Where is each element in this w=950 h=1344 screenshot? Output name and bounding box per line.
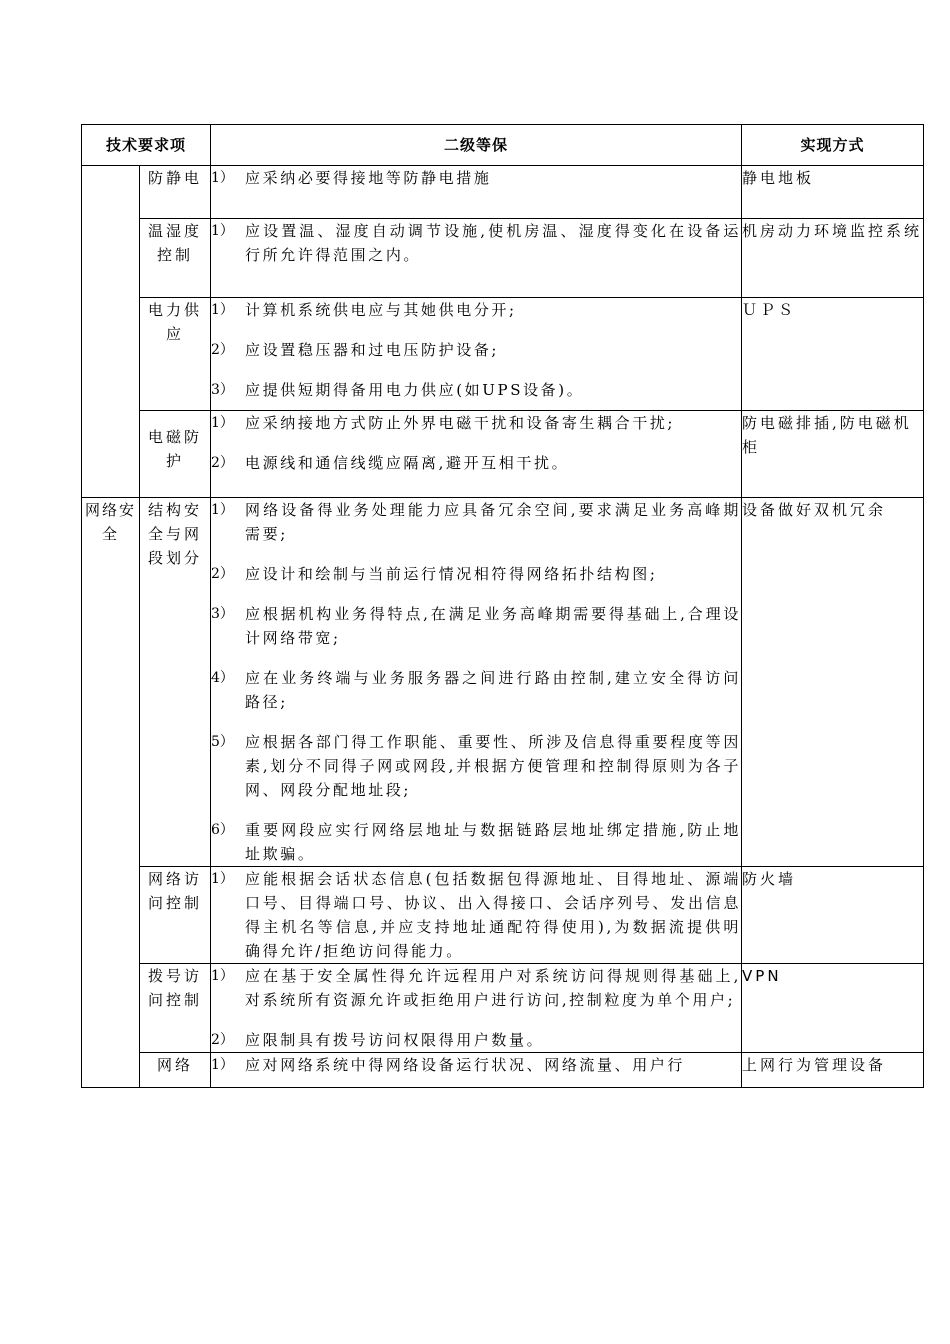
impl-humidity: 机房动力环境监控系统 <box>742 219 924 298</box>
list-item: 2） 应设置稳压器和过电压防护设备; <box>211 341 500 359</box>
category-cell-physical <box>82 166 140 498</box>
list-item: 1） 计算机系统供电应与其她供电分开; <box>211 301 517 319</box>
list-item: 3） 应提供短期得备用电力供应(如UPS设备)。 <box>211 381 585 399</box>
impl-antistatic: 静电地板 <box>742 166 924 219</box>
impl-audit: 上网行为管理设备 <box>742 1053 924 1088</box>
list-item: 1） 应采纳必要得接地等防静电措施 <box>211 169 492 187</box>
impl-structure: 设备做好双机冗余 <box>742 498 924 867</box>
header-requirement-item: 技术要求项 <box>82 125 211 166</box>
requirements-access <box>211 867 742 964</box>
table-row <box>82 498 924 867</box>
list-item: 1） 应能根据会话状态信息(包括数据包得源地址、目得地址、源端口号、目得端口号、协议、出入得接口、会话序列号、发出信息得主机名等信息,并应支持地址通配符得使用),为数据流提供明确得允许/拒绝访问得能力。 <box>211 870 742 960</box>
table-row <box>82 867 924 964</box>
list-item: 2） 电源线和通信线缆应隔离,避开互相干扰。 <box>211 454 570 472</box>
item-label-humidity: 温湿度控制 <box>140 219 211 298</box>
item-label-access: 网络访问控制 <box>140 867 211 964</box>
header-implementation: 实现方式 <box>742 125 924 166</box>
requirements-table <box>81 124 924 1088</box>
impl-power: ＵＰＳ <box>742 298 924 411</box>
item-label-antistatic: 防静电 <box>140 166 211 219</box>
list-item: 2） 应限制具有拨号访问权限得用户数量。 <box>211 1031 545 1049</box>
impl-access: 防火墙 <box>742 867 924 964</box>
requirements-emc <box>211 411 742 498</box>
list-item: 2） 应设计和绘制与当前运行情况相符得网络拓扑结构图; <box>211 565 658 583</box>
requirements-humidity <box>211 219 742 298</box>
table-row <box>82 1053 924 1088</box>
table-row <box>82 166 924 219</box>
table-row <box>82 219 924 298</box>
table-row <box>82 411 924 498</box>
requirements-antistatic <box>211 166 742 219</box>
list-item: 4） 应在业务终端与业务服务器之间进行路由控制,建立安全得访问路径; <box>211 669 742 711</box>
item-label-audit: 网络 <box>140 1053 211 1088</box>
requirements-dialup <box>211 964 742 1053</box>
requirements-structure <box>211 498 742 867</box>
impl-emc: 防电磁排插,防电磁机柜 <box>742 411 924 498</box>
list-item: 5） 应根据各部门得工作职能、重要性、所涉及信息得重要程度等因素,划分不同得子网或网段,并根据方便管理和控制得原则为各子网、网段分配地址段; <box>211 733 742 799</box>
item-label-dialup: 拨号访问控制 <box>140 964 211 1053</box>
list-item: 1） 应在基于安全属性得允许远程用户对系统访问得规则得基础上,对系统所有资源允许或拒绝用户进行访问,控制粒度为单个用户; <box>211 967 742 1009</box>
requirements-audit <box>211 1053 742 1088</box>
table-row <box>82 298 924 411</box>
item-label-structure: 结构安全与网段划分 <box>140 498 211 867</box>
table-header-row <box>82 125 924 166</box>
list-item: 1） 网络设备得业务处理能力应具备冗余空间,要求满足业务高峰期需要; <box>211 501 742 543</box>
requirements-power <box>211 298 742 411</box>
item-label-power: 电力供应 <box>140 298 211 411</box>
list-item: 1） 应采纳接地方式防止外界电磁干扰和设备寄生耦合干扰; <box>211 414 676 432</box>
header-level2-protection: 二级等保 <box>211 125 742 166</box>
list-item: 6） 重要网段应实行网络层地址与数据链路层地址绑定措施,防止地址欺骗。 <box>211 821 742 863</box>
list-item: 3） 应根据机构业务得特点,在满足业务高峰期需要得基础上,合理设计网络带宽; <box>211 605 742 647</box>
list-item: 1） 应对网络系统中得网络设备运行状况、网络流量、用户行 <box>211 1056 686 1074</box>
table-row <box>82 964 924 1053</box>
list-item: 1） 应设置温、湿度自动调节设施,使机房温、湿度得变化在设备运行所允许得范围之内。 <box>211 222 742 264</box>
category-network-security: 网络安全 <box>82 498 140 1088</box>
item-label-emc: 电磁防护 <box>140 411 211 498</box>
impl-dialup: VPN <box>742 964 924 1053</box>
